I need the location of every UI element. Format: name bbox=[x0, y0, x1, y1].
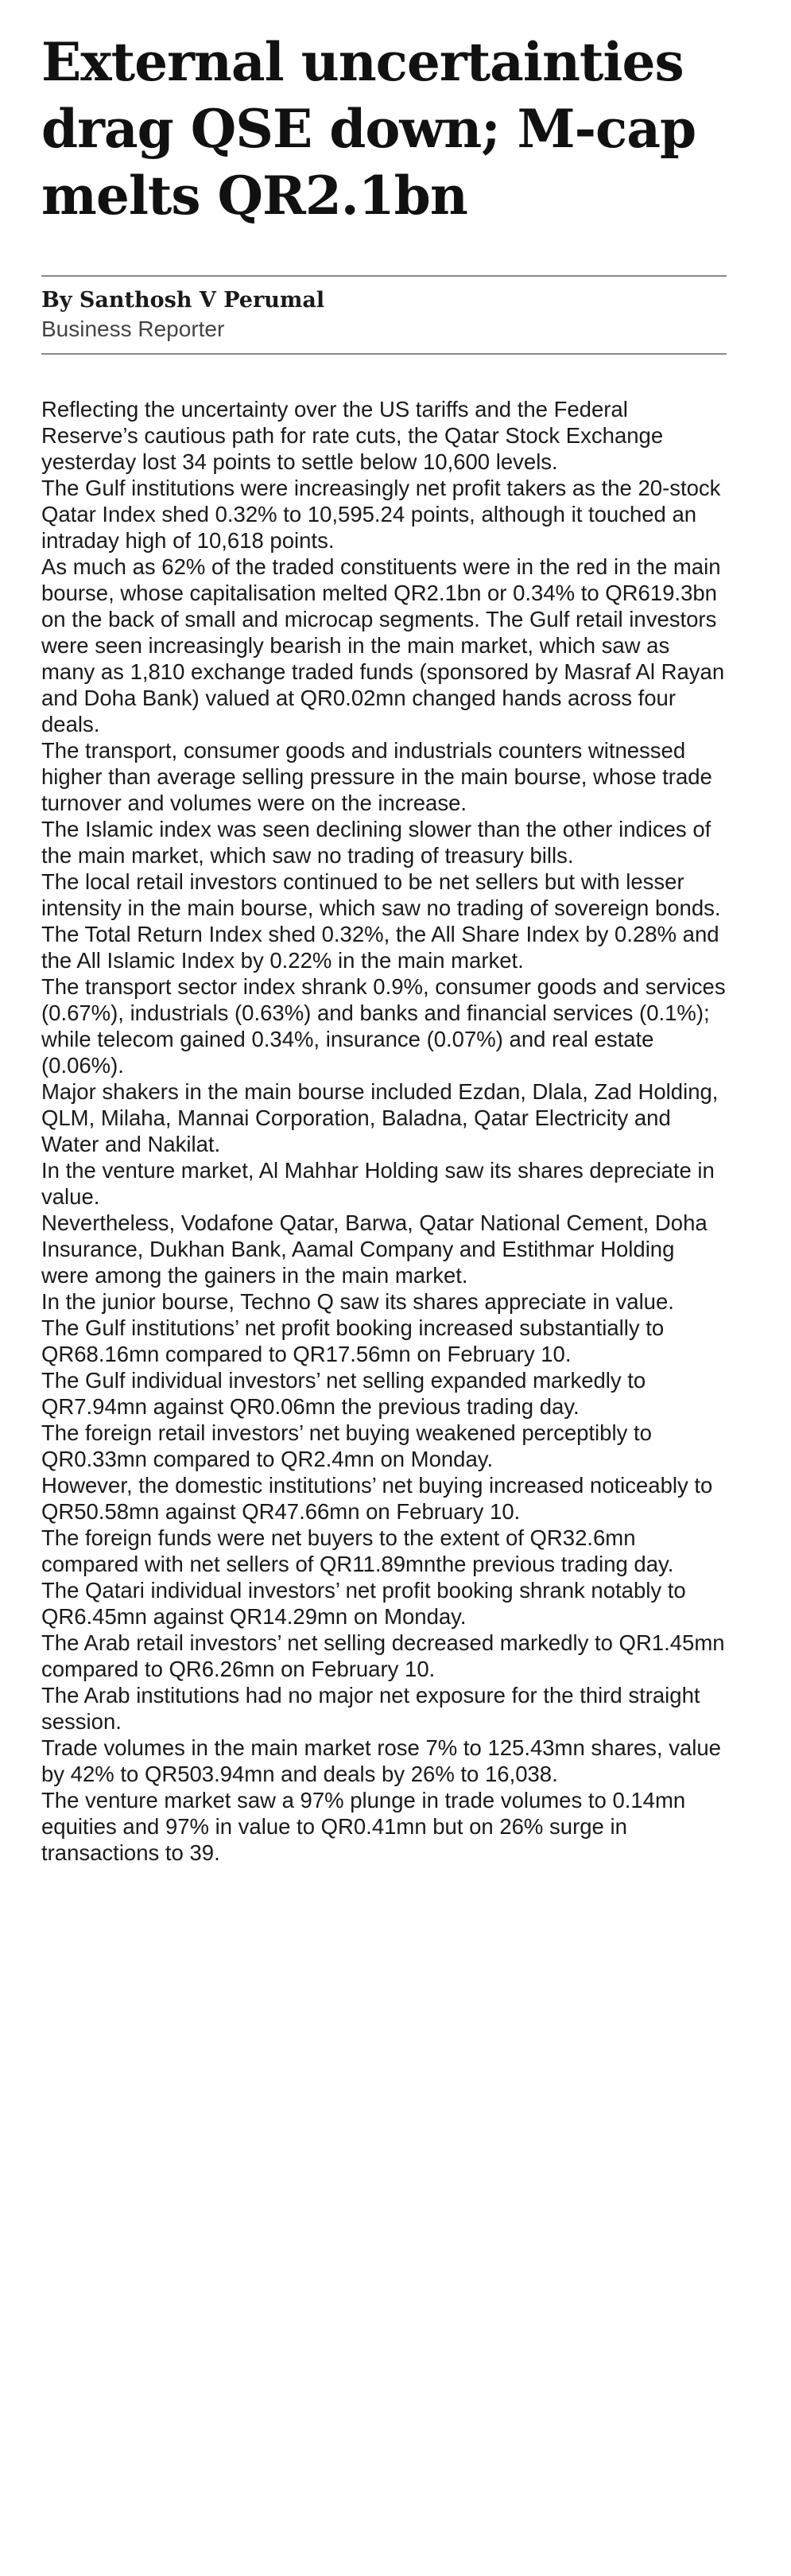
paragraph: In the venture market, Al Mahhar Holding saw its shares depreciate in value. bbox=[41, 1158, 715, 1209]
paragraph: In the junior bourse, Techno Q saw its shares appreciate in value. bbox=[41, 1289, 674, 1314]
paragraph: The transport, consumer goods and industrials counters witnessed higher than average selling pressure in the main bourse, whose trade turnover and volumes were on the increase. bbox=[41, 738, 712, 815]
headline: External uncertainties drag QSE down; M-cap melts QR2.1bn bbox=[41, 31, 696, 227]
paragraph: The Islamic index was seen declining slower than the other indices of the main market, which saw no trading of treasury bills. bbox=[41, 817, 712, 868]
paragraph: The Gulf institutions were increasingly net profit takers as the 20-stock Qatar Index shed 0.32% to 10,595.24 points, although it touched an intraday high of 10,618 points. bbox=[41, 476, 721, 553]
paragraph: Nevertheless, Vodafone Qatar, Barwa, Qatar National Cement, Doha Insurance, Dukhan Bank, Aamal Company and Estithmar Holding were among the gainers in the main market. bbox=[41, 1210, 708, 1288]
news-article bbox=[41, 29, 727, 1866]
paragraph: The Total Return Index shed 0.32%, the All Share Index by 0.28% and the All Islamic Index by 0.22% in the main market. bbox=[41, 922, 719, 973]
paragraph: The Qatari individual investors’ net profit booking shrank notably to QR6.45mn against QR14.29mn on Monday. bbox=[41, 1578, 686, 1629]
paragraph: As much as 62% of the traded constituents were in the red in the main bourse, whose capitalisation melted QR2.1bn or 0.34% to QR619.3bn on the back of small and microcap segments. The Gulf retail investors were seen increasingly bearish in the main market, which saw as many as 1,810 exchange traded funds (sponsored by Masraf Al Rayan and Doha Bank) valued at QR0.02mn changed hands across four deals. bbox=[41, 554, 725, 736]
paragraph: The Arab retail investors’ net selling decreased markedly to QR1.45mn compared to QR6.26mn on February 10. bbox=[41, 1630, 725, 1681]
paragraph: The local retail investors continued to be net sellers but with lesser intensity in the main bourse, which saw no trading of sovereign bonds. bbox=[41, 869, 721, 920]
byline-role: Business Reporter bbox=[41, 317, 225, 341]
paragraph: The Gulf institutions’ net profit booking increased substantially to QR68.16mn compared to QR17.56mn on February 10. bbox=[41, 1315, 665, 1366]
paragraph: The Gulf individual investors’ net selling expanded markedly to QR7.94mn against QR0.06mn the previous trading day. bbox=[41, 1368, 646, 1419]
paragraph: The transport sector index shrank 0.9%, consumer goods and services (0.67%), industrials (0.63%) and banks and financial services (0.1%); while telecom gained 0.34%, insurance (0.07%) and real estate (0.06%). bbox=[41, 974, 726, 1078]
article-body bbox=[41, 396, 727, 1866]
paragraph: The foreign funds were net buyers to the extent of QR32.6mn compared with net sellers of QR11.89mnthe previous trading day. bbox=[41, 1525, 674, 1576]
byline-author: By Santhosh V Perumal bbox=[41, 288, 325, 313]
paragraph: Reflecting the uncertainty over the US tariffs and the Federal Reserve’s cautious path for rate cuts, the Qatar Stock Exchange yesterday lost 34 points to settle below 10,600 levels. bbox=[41, 397, 664, 474]
paragraph: The foreign retail investors’ net buying weakened perceptibly to QR0.33mn compared to QR2.4mn on Monday. bbox=[41, 1420, 652, 1471]
byline bbox=[41, 277, 727, 353]
paragraph: Trade volumes in the main market rose 7% to 125.43mn shares, value by 42% to QR503.94mn and deals by 26% to 16,038. bbox=[41, 1735, 721, 1786]
byline-bottom-divider bbox=[41, 353, 727, 355]
paragraph: The venture market saw a 97% plunge in trade volumes to 0.14mn equities and 97% in value to QR0.41mn but on 26% surge in transactions to 39. bbox=[41, 1788, 686, 1865]
paragraph: Major shakers in the main bourse included Ezdan, Dlala, Zad Holding, QLM, Milaha, Mannai Corporation, Baladna, Qatar Electricity and Water and Nakilat. bbox=[41, 1079, 719, 1156]
paragraph: However, the domestic institutions’ net buying increased noticeably to QR50.58mn against QR47.66mn on February 10. bbox=[41, 1473, 713, 1524]
paragraph: The Arab institutions had no major net exposure for the third straight session. bbox=[41, 1683, 700, 1734]
